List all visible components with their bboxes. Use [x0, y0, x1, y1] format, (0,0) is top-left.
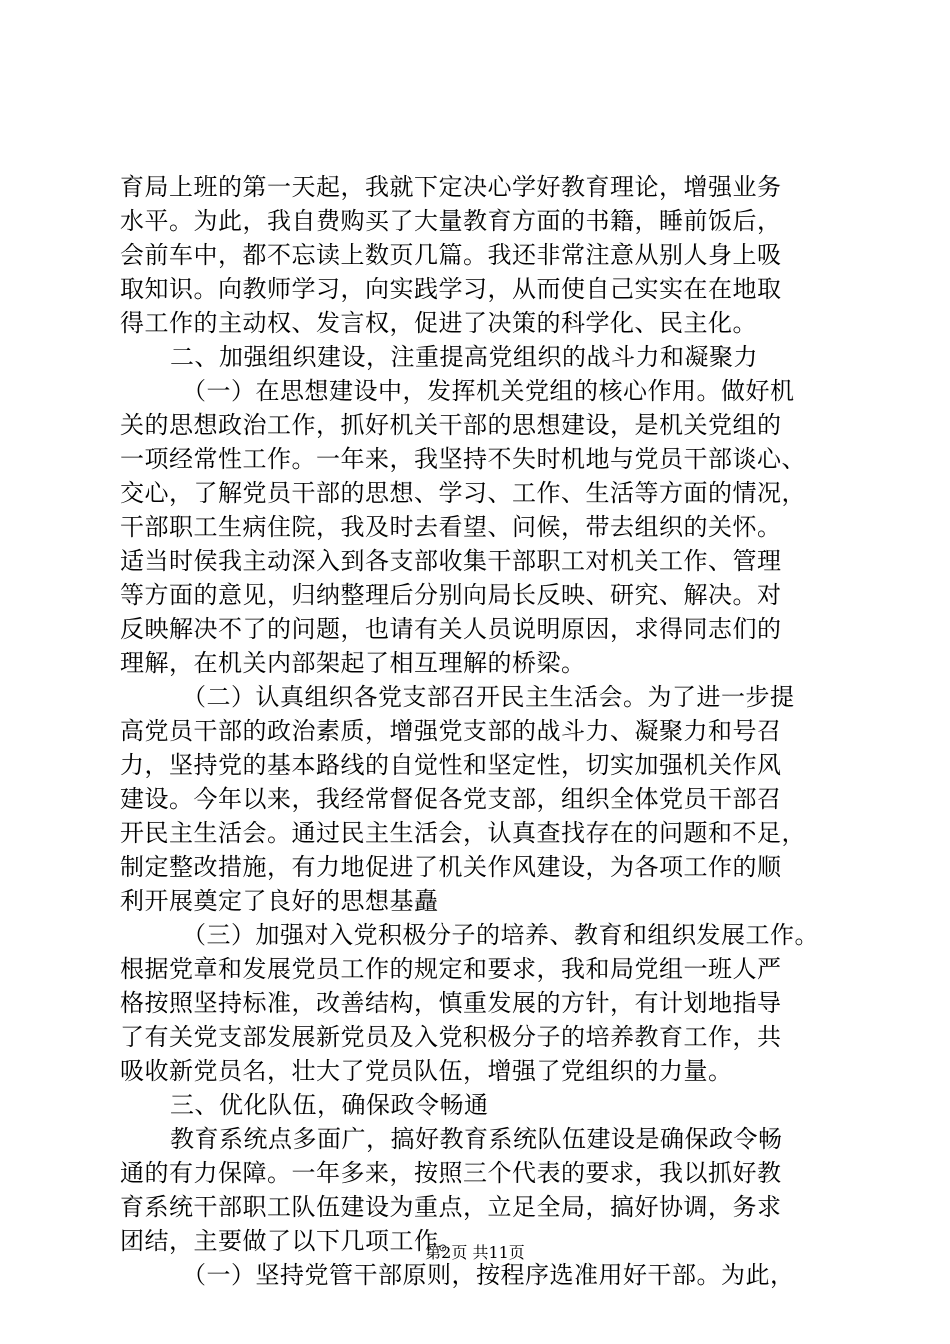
- text-line: （一）在思想建设中，发挥机关党组的核心作用。做好机: [182, 377, 795, 405]
- text-line: 育局上班的第一天起，我就下定决心学好教育理论，增强业务: [120, 173, 782, 201]
- text-line: 等方面的意见，归纳整理后分别向局长反映、研究、解决。对: [120, 581, 782, 609]
- text-line: 二、加强组织建设，注重提高党组织的战斗力和凝聚力: [170, 343, 758, 371]
- text-line: 三、优化队伍，确保政令畅通: [170, 1091, 489, 1119]
- text-line: 利开展奠定了良好的思想基矗: [120, 887, 439, 915]
- text-line: 交心，了解党员干部的思想、学习、工作、生活等方面的情况，: [120, 479, 806, 507]
- text-line: 根据党章和发展党员工作的规定和要求，我和局党组一班人严: [120, 955, 782, 983]
- text-line: 理解，在机关内部架起了相互理解的桥梁。: [120, 649, 586, 677]
- text-line: 开民主生活会。通过民主生活会，认真查找存在的问题和不足，: [120, 819, 806, 847]
- text-line: 会前车中，都不忘读上数页几篇。我还非常注意从别人身上吸: [120, 241, 782, 269]
- text-line: 反映解决不了的问题，也请有关人员说明原因，求得同志们的: [120, 615, 782, 643]
- page-footer: 第2页 共11页: [425, 1243, 525, 1262]
- text-line: 了有关党支部发展新党员及入党积极分子的培养教育工作，共: [120, 1023, 782, 1051]
- text-line: 通的有力保障。一年多来，按照三个代表的要求，我以抓好教: [120, 1159, 782, 1187]
- text-line: 得工作的主动权、发言权，促进了决策的科学化、民主化。: [120, 309, 757, 337]
- document-body: [120, 170, 832, 1292]
- text-line: 取知识。向教师学习，向实践学习，从而使自己实实在在地取: [120, 275, 782, 303]
- text-line: （三）加强对入党积极分子的培养、教育和组织发展工作。: [182, 921, 819, 949]
- text-line: 吸收新党员名，壮大了党员队伍，增强了党组织的力量。: [120, 1057, 733, 1085]
- text-line: 高党员干部的政治素质，增强党支部的战斗力、凝聚力和号召: [120, 717, 782, 745]
- text-line: 一项经常性工作。一年来，我坚持不失时机地与党员干部谈心、: [120, 445, 806, 473]
- text-line: （一）坚持党管干部原则，按程序选准用好干部。为此，: [182, 1261, 795, 1289]
- text-line: （二）认真组织各党支部召开民主生活会。为了进一步提: [182, 683, 795, 711]
- text-line: 格按照坚持标准，改善结构，慎重发展的方针，有计划地指导: [120, 989, 782, 1017]
- text-line: 适当时侯我主动深入到各支部收集干部职工对机关工作、管理: [120, 547, 782, 575]
- text-line: 育系统干部职工队伍建设为重点，立足全局，搞好协调，务求: [120, 1193, 782, 1221]
- text-line: 干部职工生病住院，我及时去看望、问候，带去组织的关怀。: [120, 513, 782, 541]
- text-line: 教育系统点多面广，搞好教育系统队伍建设是确保政令畅: [170, 1125, 783, 1153]
- text-line: 制定整改措施，有力地促进了机关作风建设，为各项工作的顺: [120, 853, 782, 881]
- text-line: 建设。今年以来，我经常督促各党支部，组织全体党员干部召: [120, 785, 782, 813]
- text-line: 关的思想政治工作，抓好机关干部的思想建设，是机关党组的: [120, 411, 782, 439]
- text-line: 团结，主要做了以下几项工作。: [120, 1227, 463, 1255]
- text-line: 水平。为此，我自费购买了大量教育方面的书籍，睡前饭后，: [120, 207, 782, 235]
- text-line: 力，坚持党的基本路线的自觉性和坚定性，切实加强机关作风: [120, 751, 782, 779]
